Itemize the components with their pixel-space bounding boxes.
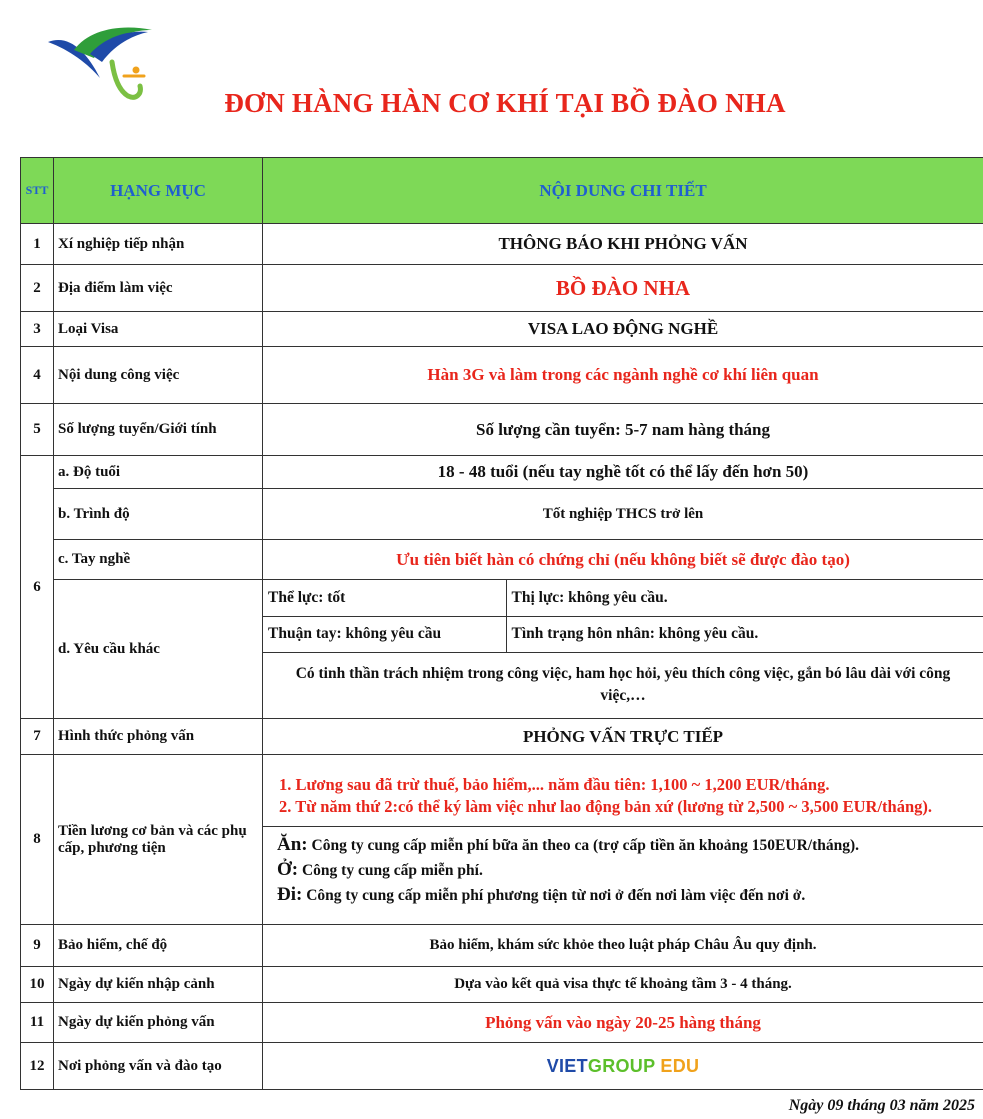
- row-number: 5: [21, 404, 54, 456]
- table-row: [21, 347, 983, 404]
- transport-value: Công ty cung cấp miễn phí phương tiện từ nơi ở đến nơi làm việc đến nơi ở.: [306, 886, 806, 904]
- row-number: 12: [21, 1043, 54, 1090]
- age-label: a. Độ tuổi: [54, 456, 263, 489]
- table-row: [21, 312, 983, 347]
- attitude-requirement: Có tinh thần trách nhiệm trong công việc, ham học hỏi, yêu thích công việc, gắn bó lâu dài với công việc,…: [263, 652, 983, 718]
- row-label: Ngày dự kiến nhập cảnh: [54, 967, 263, 1003]
- skill-value: Ưu tiên biết hàn có chứng chỉ (nếu không biết sẽ được đào tạo): [263, 540, 983, 580]
- marital-requirement: Tình trạng hôn nhân: không yêu cầu.: [511, 625, 759, 642]
- row-number: 2: [21, 265, 54, 312]
- salary-block: [263, 766, 983, 827]
- row-value: Số lượng cần tuyển: 5-7 nam hàng tháng: [263, 404, 983, 456]
- document-date: Ngày 09 tháng 03 năm 2025: [788, 1097, 975, 1114]
- row-label: Bảo hiểm, chế độ: [54, 925, 263, 967]
- row-number: 8: [21, 755, 54, 925]
- table-row: [21, 1043, 983, 1090]
- job-detail-table: [20, 157, 983, 1090]
- header-category: HẠNG MỤC: [54, 158, 263, 224]
- transport-label: Đi:: [277, 883, 303, 905]
- table-row: [21, 755, 983, 925]
- row-value: [263, 1043, 983, 1090]
- row-value: PHỎNG VẤN TRỰC TIẾP: [263, 719, 983, 755]
- other-requirements-label: d. Yêu cầu khác: [54, 580, 263, 719]
- skill-label: c. Tay nghề: [54, 540, 263, 580]
- meal-value: Công ty cung cấp miễn phí bữa ăn theo ca (trợ cấp tiền ăn khoảng 150EUR/tháng).: [311, 836, 860, 854]
- education-value: Tốt nghiệp THCS trở lên: [263, 489, 983, 540]
- row-value: THÔNG BÁO KHI PHỎNG VẤN: [263, 224, 983, 265]
- salary-year-1: 1. Lương sau đã trừ thuế, bảo hiểm,... năm đầu tiên: 1,100 ~ 1,200 EUR/tháng.: [279, 774, 830, 794]
- housing-value: Công ty cung cấp miễn phí.: [301, 861, 483, 879]
- row-value: Dựa vào kết quả visa thực tế khoảng tầm 3 - 4 tháng.: [263, 967, 983, 1003]
- row-label: Địa điểm làm việc: [54, 265, 263, 312]
- transport-allowance: [277, 883, 973, 908]
- salary-year-2: 2. Từ năm thứ 2:có thể ký làm việc như lao động bản xứ (lương từ 2,500 ~ 3,500 EUR/tháng).: [279, 796, 933, 816]
- row-label: Tiền lương cơ bản và các phụ cấp, phương tiện: [54, 755, 263, 925]
- other-requirements-grid: [263, 580, 983, 718]
- row-number: 3: [21, 312, 54, 347]
- row-label: Xí nghiệp tiếp nhận: [54, 224, 263, 265]
- row-number: 9: [21, 925, 54, 967]
- table-row: [21, 224, 983, 265]
- table-header-row: [21, 158, 983, 224]
- table-row: [21, 719, 983, 755]
- row-value: VISA LAO ĐỘNG NGHỀ: [263, 312, 983, 347]
- table-row: [21, 404, 983, 456]
- eyesight-requirement: Thị lực: không yêu cầu.: [506, 580, 983, 616]
- header-detail: NỘI DUNG CHI TIẾT: [263, 158, 983, 224]
- meal-allowance: [277, 833, 973, 858]
- header-stt: STT: [21, 158, 54, 224]
- row-number: 10: [21, 967, 54, 1003]
- allowance-block: [263, 827, 983, 914]
- meal-label: Ăn:: [277, 833, 308, 855]
- document-title: ĐƠN HÀNG HÀN CƠ KHÍ TẠI BỒ ĐÀO NHA: [224, 88, 786, 118]
- table-row: [21, 489, 983, 540]
- table-row: [21, 265, 983, 312]
- table-row: [21, 925, 983, 967]
- row-value: Bảo hiểm, khám sức khỏe theo luật pháp Châu Âu quy định.: [263, 925, 983, 967]
- row-label: Nội dung công việc: [54, 347, 263, 404]
- physical-requirement: Thể lực: tốt: [263, 580, 506, 616]
- vietgroup-edu-brand: VIETGROUP EDU: [546, 1055, 700, 1076]
- table-row: [21, 456, 983, 489]
- table-row: [21, 1003, 983, 1043]
- education-label: b. Trình độ: [54, 489, 263, 540]
- table-row: [21, 540, 983, 580]
- table-row: [21, 967, 983, 1003]
- row-label: Nơi phỏng vấn và đào tạo: [54, 1043, 263, 1090]
- row-label: Số lượng tuyển/Giới tính: [54, 404, 263, 456]
- row-number: 6: [21, 456, 54, 719]
- housing-label: Ở:: [277, 858, 299, 880]
- row-label: Loại Visa: [54, 312, 263, 347]
- row-number: 11: [21, 1003, 54, 1043]
- salary-benefits-cell: [263, 755, 983, 925]
- row-number: 7: [21, 719, 54, 755]
- row-value: BỒ ĐÀO NHA: [263, 265, 983, 312]
- other-requirements-cell: [263, 580, 983, 719]
- row-number: 4: [21, 347, 54, 404]
- age-value: 18 - 48 tuổi (nếu tay nghề tốt có thể lấy đến hơn 50): [263, 456, 983, 489]
- housing-allowance: [277, 858, 973, 883]
- row-label: Hình thức phỏng vấn: [54, 719, 263, 755]
- handedness-requirement: Thuận tay: không yêu cầu: [263, 616, 506, 652]
- row-number: 1: [21, 224, 54, 265]
- row-value: Phỏng vấn vào ngày 20-25 hàng tháng: [263, 1003, 983, 1043]
- table-row: [21, 580, 983, 719]
- row-value: Hàn 3G và làm trong các ngành nghề cơ khí liên quan: [263, 347, 983, 404]
- row-label: Ngày dự kiến phỏng vấn: [54, 1003, 263, 1043]
